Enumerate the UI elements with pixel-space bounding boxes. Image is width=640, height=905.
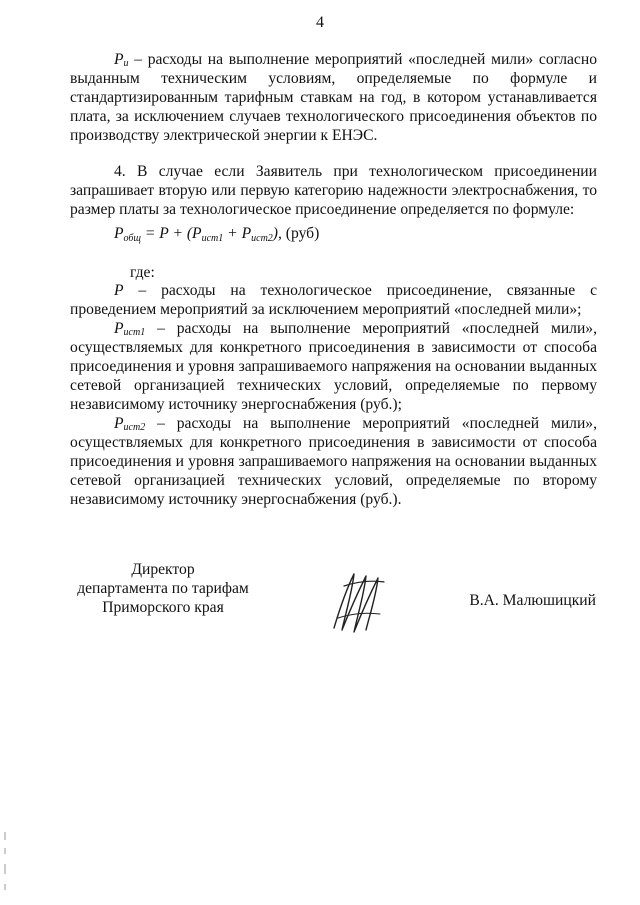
formula-plus: + P bbox=[223, 225, 252, 242]
definition-pist1 bbox=[70, 319, 597, 414]
symbol-pist1 bbox=[114, 320, 145, 337]
paragraph-pu-definition bbox=[70, 50, 597, 145]
item4-text: 4. В случае если Заявитель при технологическом присоединении запрашивает вторую или первую категорию надежности электроснабжения, то размер платы за технологическое присоединение определяется по формуле: bbox=[70, 163, 597, 218]
scan-margin-marks bbox=[2, 830, 8, 900]
formula-eq: = P + (P bbox=[140, 225, 202, 242]
definition-pist2 bbox=[70, 414, 597, 509]
formula-unit: (руб) bbox=[285, 225, 320, 242]
signatory-title-line3: Приморского края bbox=[102, 599, 224, 616]
formula-rhs bbox=[141, 225, 286, 242]
definition-pist2-text: – расходы на выполнение мероприятий «последней мили», осуществляемых для конкретного присоединения в зависимости от способа присоединения и уровня запрашиваемого напряжения на основании выданных сетевой организацией технических условий, определяемые по второму независимому источнику энергоснабжения (руб.). bbox=[70, 415, 597, 508]
definition-pist1-text: – расходы на выполнение мероприятий «последней мили», осуществляемых для конкретного присоединения в зависимости от способа присоединения и уровня запрашиваемого напряжения на основании выданных сетевой организацией технических условий, определяемые по первому независимому источнику энергоснабжения (руб.); bbox=[70, 320, 597, 413]
symbol-pu-subscript: и bbox=[123, 58, 129, 69]
symbol-pist2-letter: P bbox=[114, 415, 124, 432]
symbol-pist2-subscript: ист2 bbox=[123, 422, 146, 433]
symbol-pu-letter: P bbox=[114, 51, 124, 68]
symbol-pist1-letter: P bbox=[114, 320, 124, 337]
signatory-name: В.А. Малюшицкий bbox=[469, 592, 596, 609]
paragraph-item-4 bbox=[70, 162, 597, 219]
formula bbox=[114, 225, 319, 243]
signatory-title-line1: Директор bbox=[131, 561, 195, 578]
symbol-p: P bbox=[114, 282, 124, 299]
formula-lhs-letter: P bbox=[114, 225, 124, 242]
formula-lhs bbox=[114, 225, 141, 242]
handwritten-signature bbox=[330, 568, 388, 636]
signatory-title bbox=[58, 560, 268, 617]
signatory-title-line2: департамента по тарифам bbox=[77, 580, 249, 597]
formula-sub2: ист2 bbox=[251, 233, 273, 244]
where-label: где: bbox=[130, 264, 155, 281]
definitions-block bbox=[70, 281, 597, 509]
page-number: 4 bbox=[316, 14, 324, 31]
formula-sub1: ист1 bbox=[201, 233, 224, 244]
pu-definition-text: – расходы на выполнение мероприятий «последней мили» согласно выданным техническим условиям, определяемые по формуле и стандартизированным тарифным ставкам на год, в котором устанавливается плата, за исключением случаев технологического присоединения объектов по производству электрической энергии к ЕНЭС. bbox=[70, 51, 597, 144]
definition-p-text: – расходы на технологическое присоединение, связанные с проведением мероприятий за исключением мероприятий «последней мили»; bbox=[70, 282, 597, 318]
symbol-pist1-subscript: ист1 bbox=[123, 327, 146, 338]
symbol-pu bbox=[114, 51, 129, 68]
symbol-pist2 bbox=[114, 415, 145, 432]
formula-close: ), bbox=[272, 225, 286, 242]
formula-lhs-subscript: общ bbox=[123, 233, 141, 244]
definition-p bbox=[70, 281, 597, 319]
